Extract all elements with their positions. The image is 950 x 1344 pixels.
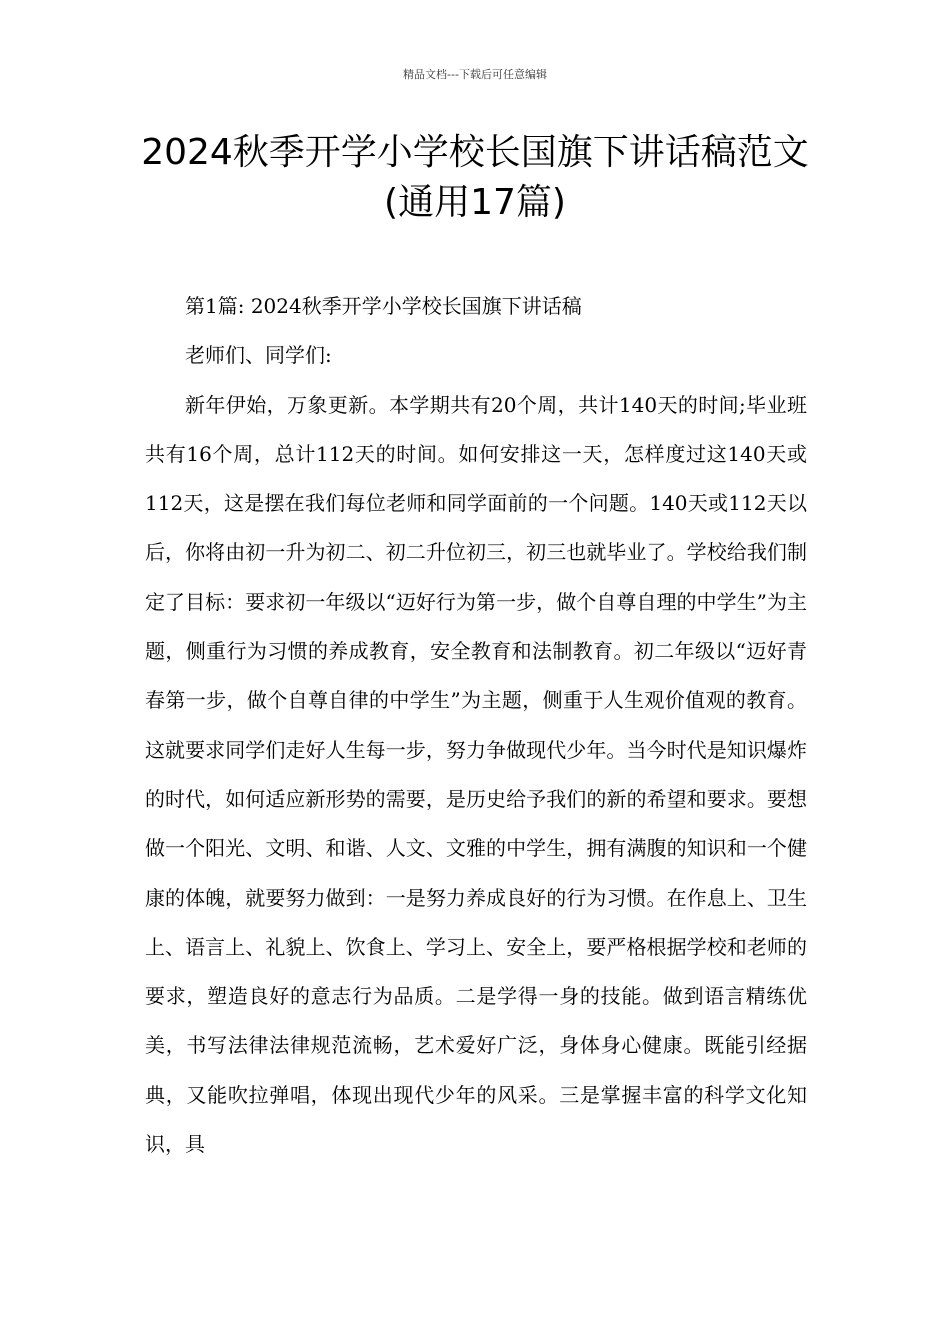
header-note: 精品文档---下载后可任意编辑 — [403, 68, 547, 81]
salutation: 老师们、同学们: — [185, 343, 332, 368]
document-title: 2024秋季开学小学校长国旗下讲话稿范文(通用17篇) — [141, 132, 809, 223]
body-paragraph: 新年伊始，万象更新。本学期共有20个周，共计140天的时间;毕业班共有16个周，总计112天的时间。如何安排这一天，怎样度过这140天或112天，这是摆在我们每位老师和同学面前的一个问题。140天或112天以后，你将由初一升为初二、初二升位初三，初三也就毕业了。学校给我们制定了目标：要求初一年级以“迈好行为第一步，做个自尊自理的中学生”为主题，侧重行为习惯的养成教育，安全教育和法制教育。初二年级以“迈好青春第一步，做个自尊自律的中学生”为主题，侧重于人生观价值观的教育。这就要求同学们走好人生每一步，努力争做现代少年。当今时代是知识爆炸的时代，如何适应新形势的需要，是历史给予我们的新的希望和要求。要想做一个阳光、文明、和谐、人文、文雅的中学生，拥有满腹的知识和一个健康的体魄，就要努力做到：一是努力养成良好的行为习惯。在作息上、卫生上、语言上、礼貌上、饮食上、学习上、安全上，要严格根据学校和老师的要求，塑造良好的意志行为品质。二是学得一身的技能。做到语言精练优美，书写法律法律规范流畅，艺术爱好广泛，身体身心健康。既能引经据典，又能吹拉弹唱，体现出现代少年的风采。三是掌握丰富的科学文化知识，具 — [145, 392, 807, 1157]
document-body — [145, 282, 807, 1169]
section-heading: 第1篇: 2024秋季开学小学校长国旗下讲话稿 — [185, 294, 582, 318]
